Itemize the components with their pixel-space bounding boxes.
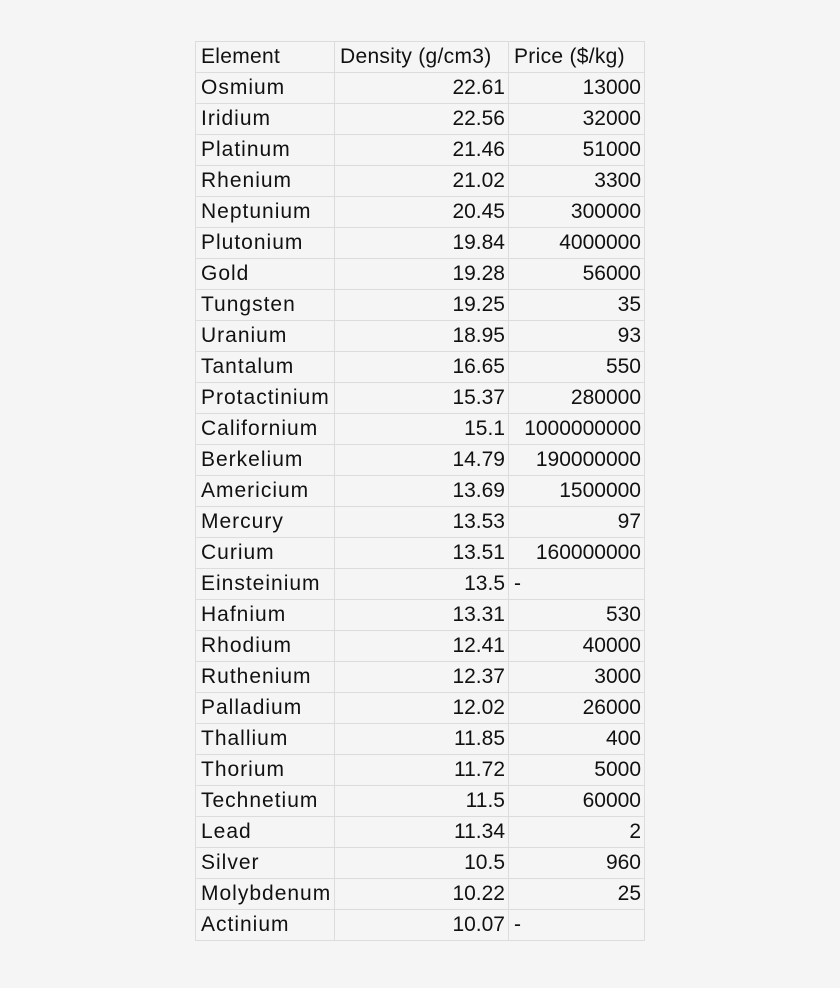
element-cell[interactable]: Technetium bbox=[196, 786, 335, 817]
density-cell[interactable]: 18.95 bbox=[335, 321, 509, 352]
element-cell[interactable]: Neptunium bbox=[196, 197, 335, 228]
table-row bbox=[196, 445, 645, 476]
price-cell[interactable]: 25 bbox=[509, 879, 645, 910]
spreadsheet-region bbox=[195, 41, 644, 946]
price-cell[interactable]: 56000 bbox=[509, 259, 645, 290]
element-cell[interactable]: Hafnium bbox=[196, 600, 335, 631]
density-cell[interactable]: 13.51 bbox=[335, 538, 509, 569]
element-cell[interactable]: Molybdenum bbox=[196, 879, 335, 910]
element-cell[interactable]: Lead bbox=[196, 817, 335, 848]
density-cell[interactable]: 19.84 bbox=[335, 228, 509, 259]
density-cell[interactable]: 13.69 bbox=[335, 476, 509, 507]
price-cell[interactable]: 97 bbox=[509, 507, 645, 538]
element-cell[interactable]: Thorium bbox=[196, 755, 335, 786]
element-cell[interactable]: Rhenium bbox=[196, 166, 335, 197]
table-row bbox=[196, 786, 645, 817]
table-row bbox=[196, 197, 645, 228]
element-cell[interactable]: Actinium bbox=[196, 910, 335, 941]
table-row bbox=[196, 321, 645, 352]
table-row bbox=[196, 290, 645, 321]
table-row bbox=[196, 662, 645, 693]
price-cell[interactable]: 300000 bbox=[509, 197, 645, 228]
density-cell[interactable]: 22.61 bbox=[335, 73, 509, 104]
element-cell[interactable]: Osmium bbox=[196, 73, 335, 104]
element-cell[interactable]: Platinum bbox=[196, 135, 335, 166]
density-cell[interactable]: 12.02 bbox=[335, 693, 509, 724]
price-cell[interactable]: 2 bbox=[509, 817, 645, 848]
header-density[interactable]: Density (g/cm3) bbox=[335, 42, 509, 73]
element-cell[interactable]: Einsteinium bbox=[196, 569, 335, 600]
table-row bbox=[196, 73, 645, 104]
price-cell[interactable]: 3000 bbox=[509, 662, 645, 693]
element-cell[interactable]: Curium bbox=[196, 538, 335, 569]
density-cell[interactable]: 14.79 bbox=[335, 445, 509, 476]
density-price-table bbox=[195, 41, 645, 941]
element-cell[interactable]: Mercury bbox=[196, 507, 335, 538]
density-cell[interactable]: 21.02 bbox=[335, 166, 509, 197]
header-element[interactable]: Element bbox=[196, 42, 335, 73]
element-cell[interactable]: Silver bbox=[196, 848, 335, 879]
table-row bbox=[196, 693, 645, 724]
price-cell[interactable]: 13000 bbox=[509, 73, 645, 104]
table-row bbox=[196, 135, 645, 166]
price-cell[interactable]: - bbox=[509, 569, 645, 600]
price-cell[interactable]: 51000 bbox=[509, 135, 645, 166]
price-cell[interactable]: - bbox=[509, 910, 645, 941]
price-cell[interactable]: 160000000 bbox=[509, 538, 645, 569]
element-cell[interactable]: Protactinium bbox=[196, 383, 335, 414]
element-cell[interactable]: Uranium bbox=[196, 321, 335, 352]
element-cell[interactable]: Americium bbox=[196, 476, 335, 507]
price-cell[interactable]: 5000 bbox=[509, 755, 645, 786]
price-cell[interactable]: 40000 bbox=[509, 631, 645, 662]
density-cell[interactable]: 13.31 bbox=[335, 600, 509, 631]
density-cell[interactable]: 15.1 bbox=[335, 414, 509, 445]
price-cell[interactable]: 3300 bbox=[509, 166, 645, 197]
price-cell[interactable]: 960 bbox=[509, 848, 645, 879]
density-cell[interactable]: 10.07 bbox=[335, 910, 509, 941]
table-row bbox=[196, 600, 645, 631]
price-cell[interactable]: 93 bbox=[509, 321, 645, 352]
price-cell[interactable]: 1000000000 bbox=[509, 414, 645, 445]
header-price[interactable]: Price ($/kg) bbox=[509, 42, 645, 73]
element-cell[interactable]: Berkelium bbox=[196, 445, 335, 476]
table-row bbox=[196, 104, 645, 135]
density-cell[interactable]: 11.34 bbox=[335, 817, 509, 848]
price-cell[interactable]: 32000 bbox=[509, 104, 645, 135]
price-cell[interactable]: 35 bbox=[509, 290, 645, 321]
element-cell[interactable]: Tantalum bbox=[196, 352, 335, 383]
density-cell[interactable]: 13.5 bbox=[335, 569, 509, 600]
table-row bbox=[196, 414, 645, 445]
element-cell[interactable]: Iridium bbox=[196, 104, 335, 135]
element-cell[interactable]: Rhodium bbox=[196, 631, 335, 662]
element-cell[interactable]: Thallium bbox=[196, 724, 335, 755]
element-cell[interactable]: Ruthenium bbox=[196, 662, 335, 693]
price-cell[interactable]: 190000000 bbox=[509, 445, 645, 476]
header-row bbox=[196, 42, 645, 73]
table-row bbox=[196, 631, 645, 662]
table-row bbox=[196, 228, 645, 259]
price-cell[interactable]: 400 bbox=[509, 724, 645, 755]
price-cell[interactable]: 26000 bbox=[509, 693, 645, 724]
element-cell[interactable]: Plutonium bbox=[196, 228, 335, 259]
density-cell[interactable]: 19.28 bbox=[335, 259, 509, 290]
price-cell[interactable]: 280000 bbox=[509, 383, 645, 414]
table-row bbox=[196, 538, 645, 569]
table-row bbox=[196, 383, 645, 414]
table-row bbox=[196, 352, 645, 383]
density-cell[interactable]: 19.25 bbox=[335, 290, 509, 321]
density-cell[interactable]: 10.22 bbox=[335, 879, 509, 910]
table-row bbox=[196, 569, 645, 600]
density-cell[interactable]: 15.37 bbox=[335, 383, 509, 414]
density-cell[interactable]: 22.56 bbox=[335, 104, 509, 135]
element-cell[interactable]: Palladium bbox=[196, 693, 335, 724]
element-cell[interactable]: Tungsten bbox=[196, 290, 335, 321]
table-row bbox=[196, 910, 645, 941]
density-cell[interactable]: 12.41 bbox=[335, 631, 509, 662]
price-cell[interactable]: 4000000 bbox=[509, 228, 645, 259]
density-cell[interactable]: 13.53 bbox=[335, 507, 509, 538]
density-cell[interactable]: 10.5 bbox=[335, 848, 509, 879]
density-cell[interactable]: 11.5 bbox=[335, 786, 509, 817]
density-cell[interactable]: 11.85 bbox=[335, 724, 509, 755]
table-row bbox=[196, 166, 645, 197]
table-row bbox=[196, 879, 645, 910]
price-cell[interactable]: 60000 bbox=[509, 786, 645, 817]
price-cell[interactable]: 1500000 bbox=[509, 476, 645, 507]
table-row bbox=[196, 755, 645, 786]
table-row bbox=[196, 476, 645, 507]
table-row bbox=[196, 848, 645, 879]
table-row bbox=[196, 817, 645, 848]
element-cell[interactable]: Californium bbox=[196, 414, 335, 445]
density-cell[interactable]: 21.46 bbox=[335, 135, 509, 166]
density-cell[interactable]: 12.37 bbox=[335, 662, 509, 693]
table-row bbox=[196, 507, 645, 538]
density-cell[interactable]: 20.45 bbox=[335, 197, 509, 228]
price-cell[interactable]: 550 bbox=[509, 352, 645, 383]
table-row bbox=[196, 724, 645, 755]
density-cell[interactable]: 11.72 bbox=[335, 755, 509, 786]
density-cell[interactable]: 16.65 bbox=[335, 352, 509, 383]
table-row bbox=[196, 259, 645, 290]
table-body bbox=[196, 73, 645, 941]
price-cell[interactable]: 530 bbox=[509, 600, 645, 631]
element-cell[interactable]: Gold bbox=[196, 259, 335, 290]
